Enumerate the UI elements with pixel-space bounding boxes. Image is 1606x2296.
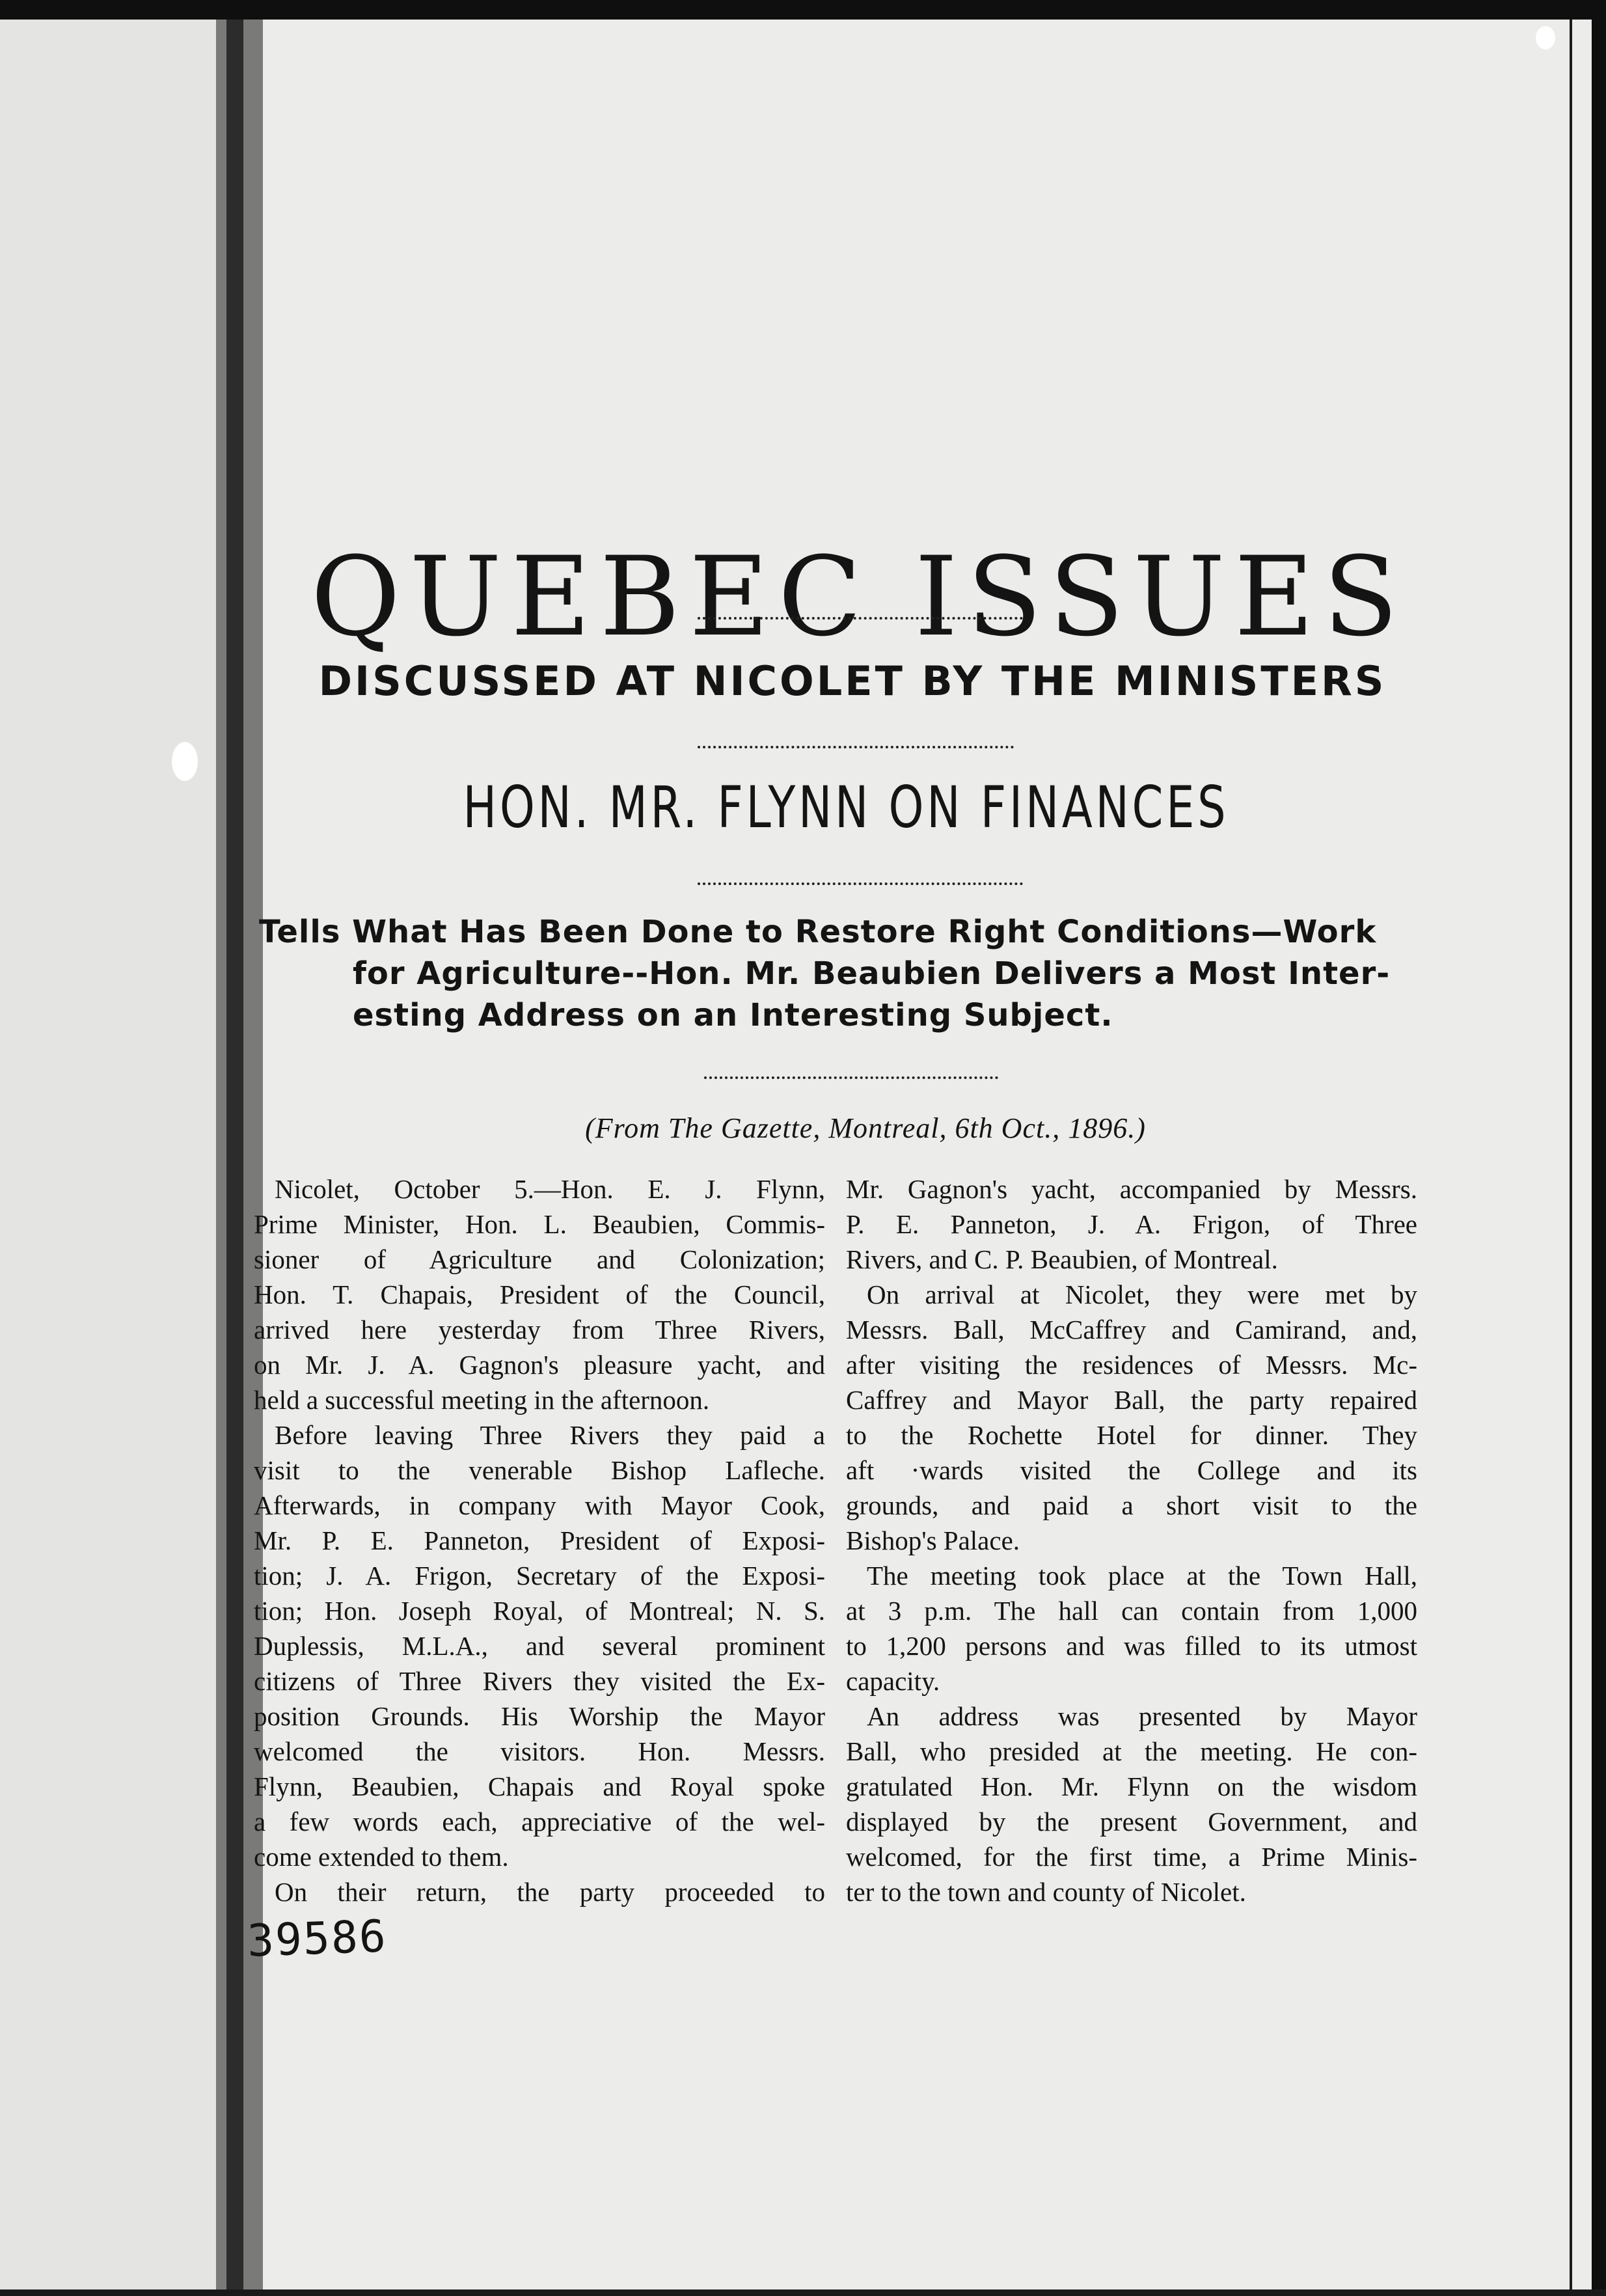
text-line: Mr. P. E. Panneton, President of Exposi-	[254, 1525, 825, 1555]
text-line: to 1,200 persons and was filled to its utmost	[846, 1631, 1417, 1661]
text-line: ter to the town and county of Nicolet.	[846, 1877, 1246, 1907]
text-line: aft ·wards visited the College and its	[846, 1455, 1417, 1485]
facing-page	[0, 20, 216, 2289]
text-line: a few words each, appreciative of the wel-	[254, 1807, 825, 1837]
text-line: arrived here yesterday from Three Rivers,	[254, 1315, 825, 1345]
text-line: P. E. Panneton, J. A. Frigon, of Three	[846, 1209, 1417, 1239]
text-line: after visiting the residences of Messrs. Mc-	[846, 1350, 1417, 1380]
text-line: tion; J. A. Frigon, Secretary of the Exposi-	[254, 1561, 825, 1591]
source-citation: (From The Gazette, Montreal, 6th Oct., 1896.)	[585, 1112, 1146, 1144]
text-line: tion; Hon. Joseph Royal, of Montreal; N. S.	[254, 1596, 825, 1626]
scan-top-border	[0, 0, 1606, 20]
text-line: On arrival at Nicolet, they were met by	[867, 1279, 1417, 1309]
text-line: Before leaving Three Rivers they paid a	[275, 1420, 825, 1450]
text-line: at 3 p.m. The hall can contain from 1,000	[846, 1596, 1417, 1626]
text-line: On their return, the party proceeded to	[275, 1877, 825, 1907]
text-line: welcomed the visitors. Hon. Messrs.	[254, 1736, 825, 1766]
text-line: visit to the venerable Bishop Lafleche.	[254, 1455, 825, 1485]
text-line: sioner of Agriculture and Colonization;	[254, 1244, 825, 1274]
scan-bottom-border	[0, 2289, 1606, 2296]
text-line: Rivers, and C. P. Beaubien, of Montreal.	[846, 1244, 1278, 1274]
text-line: Prime Minister, Hon. L. Beaubien, Commis-	[254, 1209, 825, 1239]
text-line: position Grounds. His Worship the Mayor	[254, 1701, 825, 1731]
summary-line: Tells What Has Been Done to Restore Right Conditions—Work	[259, 914, 1377, 950]
dotted-rule	[698, 746, 1014, 748]
text-line: Ball, who presided at the meeting. He con-	[846, 1736, 1417, 1766]
dotted-rule	[698, 882, 1023, 885]
document-title: QUEBEC ISSUES	[310, 532, 1408, 661]
summary-paragraph	[259, 911, 1451, 1036]
text-line: Hon. T. Chapais, President of the Council,	[254, 1279, 825, 1309]
dotted-rule	[704, 1076, 998, 1079]
text-line: citizens of Three Rivers they visited the Ex-	[254, 1666, 825, 1696]
text-line: come extended to them.	[254, 1842, 509, 1872]
text-line: Afterwards, in company with Mayor Cook,	[254, 1490, 825, 1520]
text-line: An address was presented by Mayor	[867, 1701, 1417, 1731]
text-line: Flynn, Beaubien, Chapais and Royal spoke	[254, 1771, 825, 1801]
scan-speck	[1536, 26, 1555, 49]
text-line: Mr. Gagnon's yacht, accompanied by Messrs.	[846, 1174, 1417, 1204]
text-line: Caffrey and Mayor Ball, the party repaired	[846, 1385, 1417, 1415]
document-page	[263, 20, 1592, 2289]
page-edge	[1570, 20, 1572, 2289]
text-line: Nicolet, October 5.—Hon. E. J. Flynn,	[275, 1174, 825, 1204]
text-line: Duplessis, M.L.A., and several prominent	[254, 1631, 825, 1661]
handwritten-catalog-number: 39586	[246, 1911, 388, 1967]
article-column-left	[254, 1171, 825, 1909]
text-line: Messrs. Ball, McCaffrey and Camirand, and,	[846, 1315, 1417, 1345]
binding-shadow	[226, 20, 243, 2289]
text-line: to the Rochette Hotel for dinner. They	[846, 1420, 1417, 1450]
text-line: held a successful meeting in the afternoon.	[254, 1385, 710, 1415]
text-line: capacity.	[846, 1666, 940, 1696]
text-line: gratulated Hon. Mr. Flynn on the wisdom	[846, 1771, 1417, 1801]
text-line: Bishop's Palace.	[846, 1525, 1020, 1555]
scan-right-border	[1592, 0, 1606, 2296]
article-column-right	[846, 1171, 1417, 1909]
text-line: on Mr. J. A. Gagnon's pleasure yacht, and	[254, 1350, 825, 1380]
text-line: The meeting took place at the Town Hall,	[867, 1561, 1417, 1591]
text-line: grounds, and paid a short visit to the	[846, 1490, 1417, 1520]
scan-speck	[172, 742, 198, 781]
document-subhead: HON. MR. FLYNN ON FINANCES	[463, 774, 1229, 841]
summary-line: for Agriculture--Hon. Mr. Beaubien Delivers a Most Inter-	[353, 955, 1391, 992]
summary-line: esting Address on an Interesting Subject.	[353, 997, 1113, 1033]
text-line: displayed by the present Government, and	[846, 1807, 1417, 1837]
document-subtitle: DISCUSSED AT NICOLET BY THE MINISTERS	[318, 657, 1387, 705]
dotted-rule	[698, 617, 1023, 620]
text-line: welcomed, for the first time, a Prime Minis-	[846, 1842, 1417, 1872]
